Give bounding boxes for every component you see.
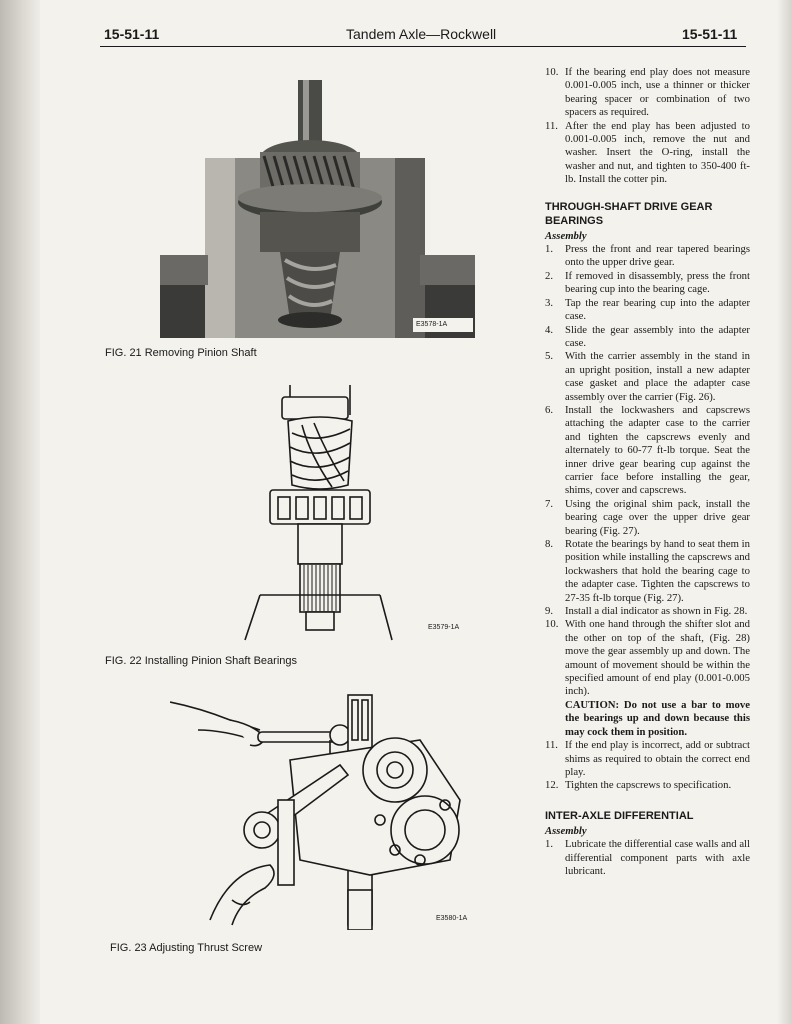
procedure-text-column [545,66,750,878]
figure-23-caption: FIG. 23 Adjusting Thrust Screw [110,942,263,954]
figure-23-code: E3580-1A [436,915,468,922]
assembly-step: 8. Rotate the bearings by hand to seat them in position while installing the capscrews and lockwashers that hold the bearing cage to the adapter case. Tighten the capscrews to 27-35 ft-lb torque (Fig. 27). [545,538,750,604]
assembly-step: 10. With one hand through the shifter slot and the other on top of the shaft, (Fig. 28) move the gear assembly up and down. The amount of movement should be within the specified amount of end play (0.001-0.005 inch). CAUTION: Do not use a bar to move the bearings up and down because this may cock them in position. [545,618,750,738]
section-subheading-assembly: Assembly [545,229,587,242]
figure-21-caption: FIG. 21 Removing Pinion Shaft [105,347,257,359]
assembly-step: 9. Install a dial indicator as shown in Fig. 28. [545,605,748,618]
figure-22-caption: FIG. 22 Installing Pinion Shaft Bearings [105,655,297,667]
assembly-step: 4. Slide the gear assembly into the adapter case. [545,323,750,349]
header-rule [100,46,746,47]
figure-22-code: E3579-1A [428,624,460,631]
figure-23-drawing [170,690,480,930]
assembly-step: 5. With the carrier assembly in the stand in an upright position, install a new adapter case gasket and place the adapter case assembly over the carrier (Fig. 26). [545,350,750,403]
procedure-step: 11. After the end play has been adjusted to 0.001-0.005 inch, remove the nut and washer. Insert the O-ring, install the washer and nut, and tighten to 350-400 ft-lb. Install the cotter pin. [545,119,750,186]
assembly-step: 3. Tap the rear bearing cup into the adapter case. [545,296,750,323]
caution-note: CAUTION: Do not use a bar to move the bearings up and down because this may cock them in position. [565,698,750,738]
page-edge-shadow [777,0,791,1024]
running-title: Tandem Axle—Rockwell [346,26,497,42]
section-heading-drive-gear-bearings: THROUGH-SHAFT DRIVE GEAR BEARINGS [545,200,713,227]
assembly-step: 12. Tighten the capscrews to specification. [545,779,732,792]
assembly-step: 7. Using the original shim pack, install the bearing cage over the upper drive gear bearing (Fig. 27). [545,497,750,537]
procedure-step: 10. If the bearing end play does not measure 0.001-0.005 inch, use a thinner or thicker bearing spacer or combination of two spacers as required. [545,66,750,119]
assembly-step: 1. Press the front and rear tapered bearings onto the upper drive gear. [545,243,750,269]
assembly-step: 2. If removed in disassembly, press the front bearing cup into the bearing cage. [545,269,750,296]
figure-21-photo [160,80,475,338]
figure-22-drawing [240,385,400,645]
assembly-step: 6. Install the lockwashers and capscrews attaching the adapter case to the carrier and tighten the capscrews evenly and alternately to 60-77 ft-lb torque. Seat the inner drive gear bearing cup against the carrier face before installing the gear, shims, cover and capscrews. [545,403,750,497]
assembly-step: 11. If the end play is incorrect, add or subtract shims as required to obtain the correct end play. [545,739,750,778]
figure-21-code: E3578-1A [416,321,448,328]
page-number-right: 15-51-11 [682,26,738,42]
assembly-step: 1. Lubricate the differential case walls and all differential component parts with axle lubricant. [545,838,750,877]
page-number-left: 15-51-11 [104,26,160,42]
section-subheading-assembly: Assembly [545,824,587,837]
section-heading-inter-axle-differential: INTER-AXLE DIFFERENTIAL [545,809,694,822]
book-binding-gutter [0,0,40,1024]
